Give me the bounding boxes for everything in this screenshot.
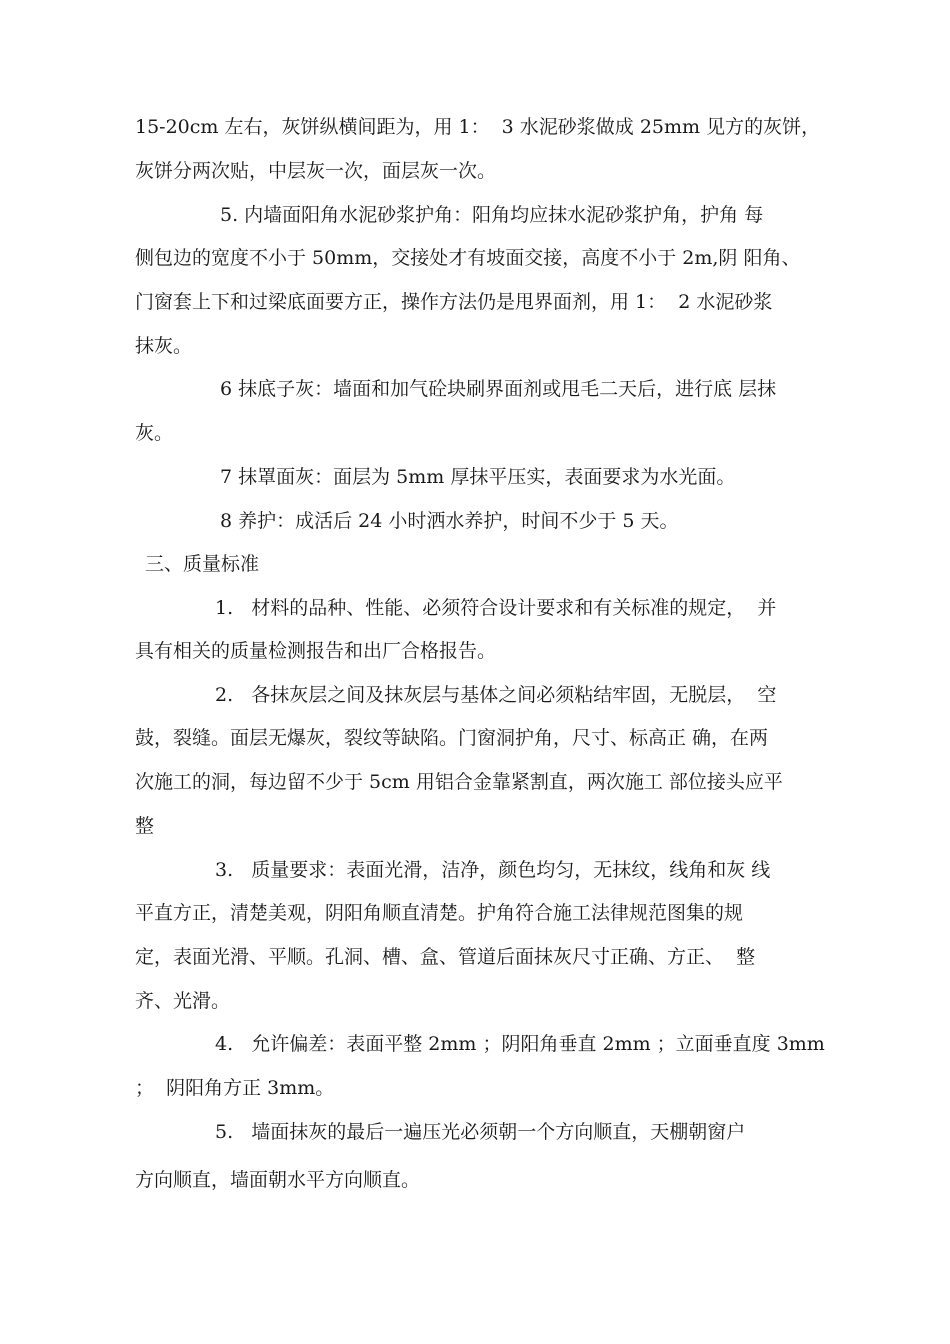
text-line: 抹灰。 xyxy=(135,335,193,357)
text-line: 8 养护：成活后 24 小时洒水养护，时间不少于 5 天。 xyxy=(220,510,679,532)
section-heading: 三、质量标准 xyxy=(145,553,260,575)
text-line: 灰饼分两次贴，中层灰一次，面层灰一次。 xyxy=(135,160,497,182)
text-line: 3. 质量要求：表面光滑，洁净，颜色均匀，无抹纹，线角和灰 线 xyxy=(215,859,771,881)
text-line: 整 xyxy=(135,815,155,837)
text-line: 灰。 xyxy=(135,422,174,444)
text-line: 4. 允许偏差：表面平整 2mm ；阴阳角垂直 2mm ；立面垂直度 3mm xyxy=(215,1033,825,1055)
text-line: 2. 各抹灰层之间及抹灰层与基体之间必须粘结牢固，无脱层， 空 xyxy=(215,684,777,706)
text-line: 定，表面光滑、平顺。孔洞、槽、盒、管道后面抹灰尺寸正确、方正、 整 xyxy=(135,946,756,968)
text-line: 齐、光滑。 xyxy=(135,990,231,1012)
text-line: 鼓，裂缝。面层无爆灰，裂纹等缺陷。门窗洞护角，尺寸、标高正 确，在两 xyxy=(135,727,769,749)
text-line: 5. 内墙面阳角水泥砂浆护角：阳角均应抹水泥砂浆护角，护角 每 xyxy=(220,204,764,226)
text-line: 1. 材料的品种、性能、必须符合设计要求和有关标准的规定， 并 xyxy=(215,597,777,619)
text-line: 5. 墙面抹灰的最后一遍压光必须朝一个方向顺直，天棚朝窗户 xyxy=(215,1121,746,1143)
text-line: 侧包边的宽度不小于 50mm，交接处才有坡面交接，高度不小于 2m,阴 阳角、 xyxy=(135,247,801,269)
text-line: 平直方正，清楚美观，阴阳角顺直清楚。护角符合施工法律规范图集的规 xyxy=(135,902,744,924)
text-line: 15-20cm 左右，灰饼纵横间距为，用 1： 3 水泥砂浆做成 25mm 见方的灰饼， xyxy=(135,116,821,138)
text-line: 6 抹底子灰：墙面和加气砼块刷界面剂或甩毛二天后，进行底 层抹 xyxy=(220,378,777,400)
text-line: ； 阴阳角方正 3mm。 xyxy=(135,1077,335,1099)
text-line: 具有相关的质量检测报告和出厂合格报告。 xyxy=(135,640,497,662)
text-line: 方向顺直，墙面朝水平方向顺直。 xyxy=(135,1169,421,1191)
text-line: 次施工的洞，每边留不少于 5cm 用铝合金靠紧割直，两次施工 部位接头应平 xyxy=(135,771,783,793)
text-line: 门窗套上下和过梁底面要方正，操作方法仍是甩界面剂，用 1： 2 水泥砂浆 xyxy=(135,291,773,313)
text-line: 7 抹罩面灰：面层为 5mm 厚抹平压实，表面要求为水光面。 xyxy=(220,466,736,488)
